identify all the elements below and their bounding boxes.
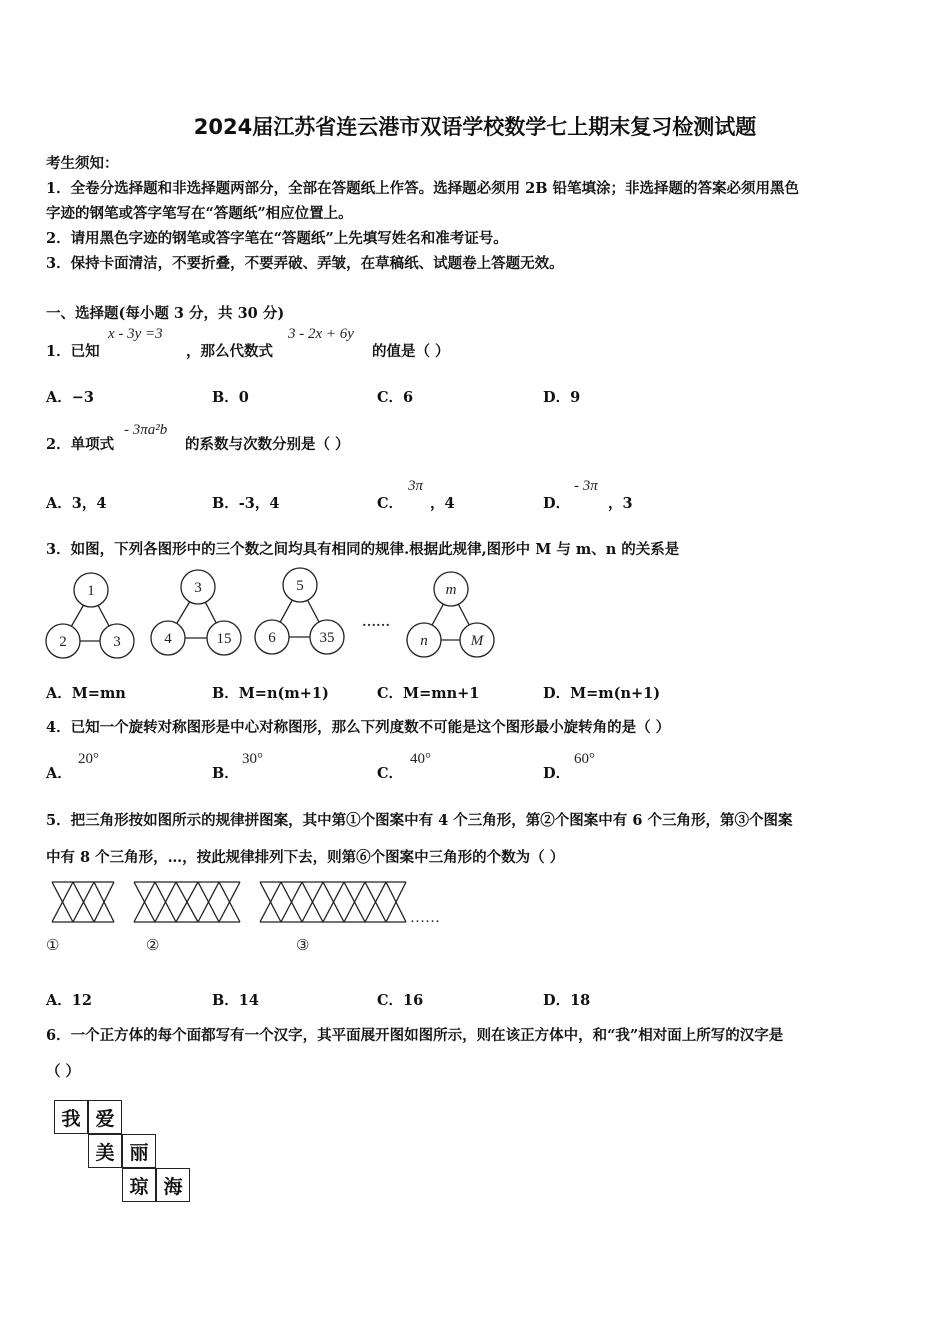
q3-option-d: D．M=m(n+1) (543, 685, 661, 702)
q5-option-d: D．18 (543, 992, 591, 1009)
q3-fig4-left-label: n (420, 633, 428, 649)
q6-cell-mei: 美 (88, 1134, 122, 1168)
q1-pre: 1．已知 (46, 343, 100, 360)
q6-line-1: 6．一个正方体的每个面都写有一个汉字，其平面展开图如图所示，则在该正方体中，和“我”相对面上所写的汉字是 (46, 1027, 784, 1044)
q3-figure (40, 566, 510, 670)
section-heading: 一、选择题(每小题 3 分，共 30 分) (46, 305, 285, 322)
q1-expr-2: 3 - 2x + 6y (288, 326, 354, 342)
q6-cell-ai: 爱 (88, 1100, 122, 1134)
q3-fig1-right-label: 3 (113, 634, 121, 650)
q5-figure (44, 876, 454, 956)
q3-fig1-left-label: 2 (59, 634, 67, 650)
q5-label-2: ② (146, 938, 160, 954)
q2-option-c-math: 3π (408, 478, 424, 494)
notice-item-1-line-1: 1．全卷分选择题和非选择题两部分，全部在答题纸上作答。选择题必须用 2B 铅笔填涂；非选择题的答案必须用黑色 (46, 180, 800, 197)
q5-option-c: C．16 (377, 992, 424, 1009)
q5-pattern-1 (52, 882, 114, 922)
q5-label-1: ① (46, 938, 60, 954)
q3-fig2-left-label: 4 (164, 631, 172, 647)
q2-expr: - 3πa²b (124, 422, 168, 438)
q6-line-2: （ ） (46, 1063, 81, 1080)
q5-line-2: 中有 8 个三角形，…，按此规律排列下去，则第⑥个图案中三角形的个数为（ ） (46, 849, 565, 866)
q1-option-a: A．−3 (46, 389, 94, 406)
q2-post: 的系数与次数分别是（ ） (185, 436, 350, 453)
q2-option-b: B．-3，4 (212, 495, 280, 512)
q4-option-a-degree: 20° (78, 751, 99, 767)
q4-option-d: D． (543, 765, 571, 782)
q3-fig1-top-label: 1 (87, 583, 95, 599)
q3-fig3-top-label: 5 (296, 578, 304, 594)
q4-option-c-degree: 40° (410, 751, 431, 767)
q3-fig2-top-label: 3 (194, 580, 202, 596)
q1-expr-1: x - 3y =3 (108, 326, 163, 342)
q1-post: 的值是（ ） (372, 343, 450, 360)
q4-option-b: B． (212, 765, 239, 782)
q6-cell-li: 丽 (122, 1134, 156, 1168)
q6-cell-wo: 我 (54, 1100, 88, 1134)
q5-dots: …… (410, 910, 440, 926)
q3-fig4-right-label: M (470, 633, 484, 649)
q3-fig3-right-label: 35 (319, 630, 335, 646)
q3-fig4-top-label: m (445, 582, 457, 598)
q6-cell-hai: 海 (156, 1168, 190, 1202)
page-title: 2024届江苏省连云港市双语学校数学七上期末复习检测试题 (193, 115, 757, 139)
q2-pre: 2．单项式 (46, 436, 115, 453)
q4-option-a: A． (46, 765, 72, 782)
q3-option-b: B．M=n(m+1) (212, 685, 329, 702)
q2-option-d: D． (543, 495, 571, 512)
notice-item-1-line-2: 字迹的钢笔或答字笔写在“答题纸”相应位置上。 (46, 205, 353, 222)
q4-option-d-degree: 60° (574, 751, 595, 767)
q2-option-d-math: - 3π (574, 478, 598, 494)
q1-option-b: B．0 (212, 389, 249, 406)
q3-dots: …… (362, 615, 390, 630)
q5-option-b: B．14 (212, 992, 259, 1009)
q2-option-c: C． (377, 495, 404, 512)
notice-item-2: 2．请用黑色字迹的钢笔或答字笔在“答题纸”上先填写姓名和准考证号。 (46, 230, 508, 247)
q1-option-c: C．6 (377, 389, 414, 406)
q6-cell-qiong: 琼 (122, 1168, 156, 1202)
notice-item-3: 3．保持卡面清洁，不要折叠，不要弄破、弄皱，在草稿纸、试题卷上答题无效。 (46, 255, 564, 272)
q3-option-a: A．M=mn (46, 685, 126, 702)
q3-fig2-right-label: 15 (216, 631, 232, 647)
q5-pattern-3 (260, 882, 406, 922)
q2-option-a: A．3，4 (46, 495, 107, 512)
q4-text: 4．已知一个旋转对称图形是中心对称图形，那么下列度数不可能是这个图形最小旋转角的是（ ） (46, 719, 671, 736)
q2-option-d-tail: ，3 (608, 495, 633, 512)
q5-line-1: 5．把三角形按如图所示的规律拼图案，其中第①个图案中有 4 个三角形，第②个图案中有 6 个三角形，第③个图案 (46, 812, 793, 829)
q1-mid: ，那么代数式 (186, 343, 273, 360)
q4-option-b-degree: 30° (242, 751, 263, 767)
q4-option-c: C． (377, 765, 404, 782)
q3-fig3-left-label: 6 (268, 630, 276, 646)
q5-label-3: ③ (296, 938, 310, 954)
q1-option-d: D．9 (543, 389, 581, 406)
q5-pattern-2 (134, 882, 240, 922)
q3-text: 3．如图，下列各图形中的三个数之间均具有相同的规律.根据此规律,图形中 M 与 m、n 的关系是 (46, 541, 680, 558)
notice-heading: 考生须知： (46, 155, 119, 172)
q2-option-c-tail: ，4 (430, 495, 455, 512)
q3-option-c: C．M=mn+1 (377, 685, 480, 702)
q5-option-a: A．12 (46, 992, 92, 1009)
